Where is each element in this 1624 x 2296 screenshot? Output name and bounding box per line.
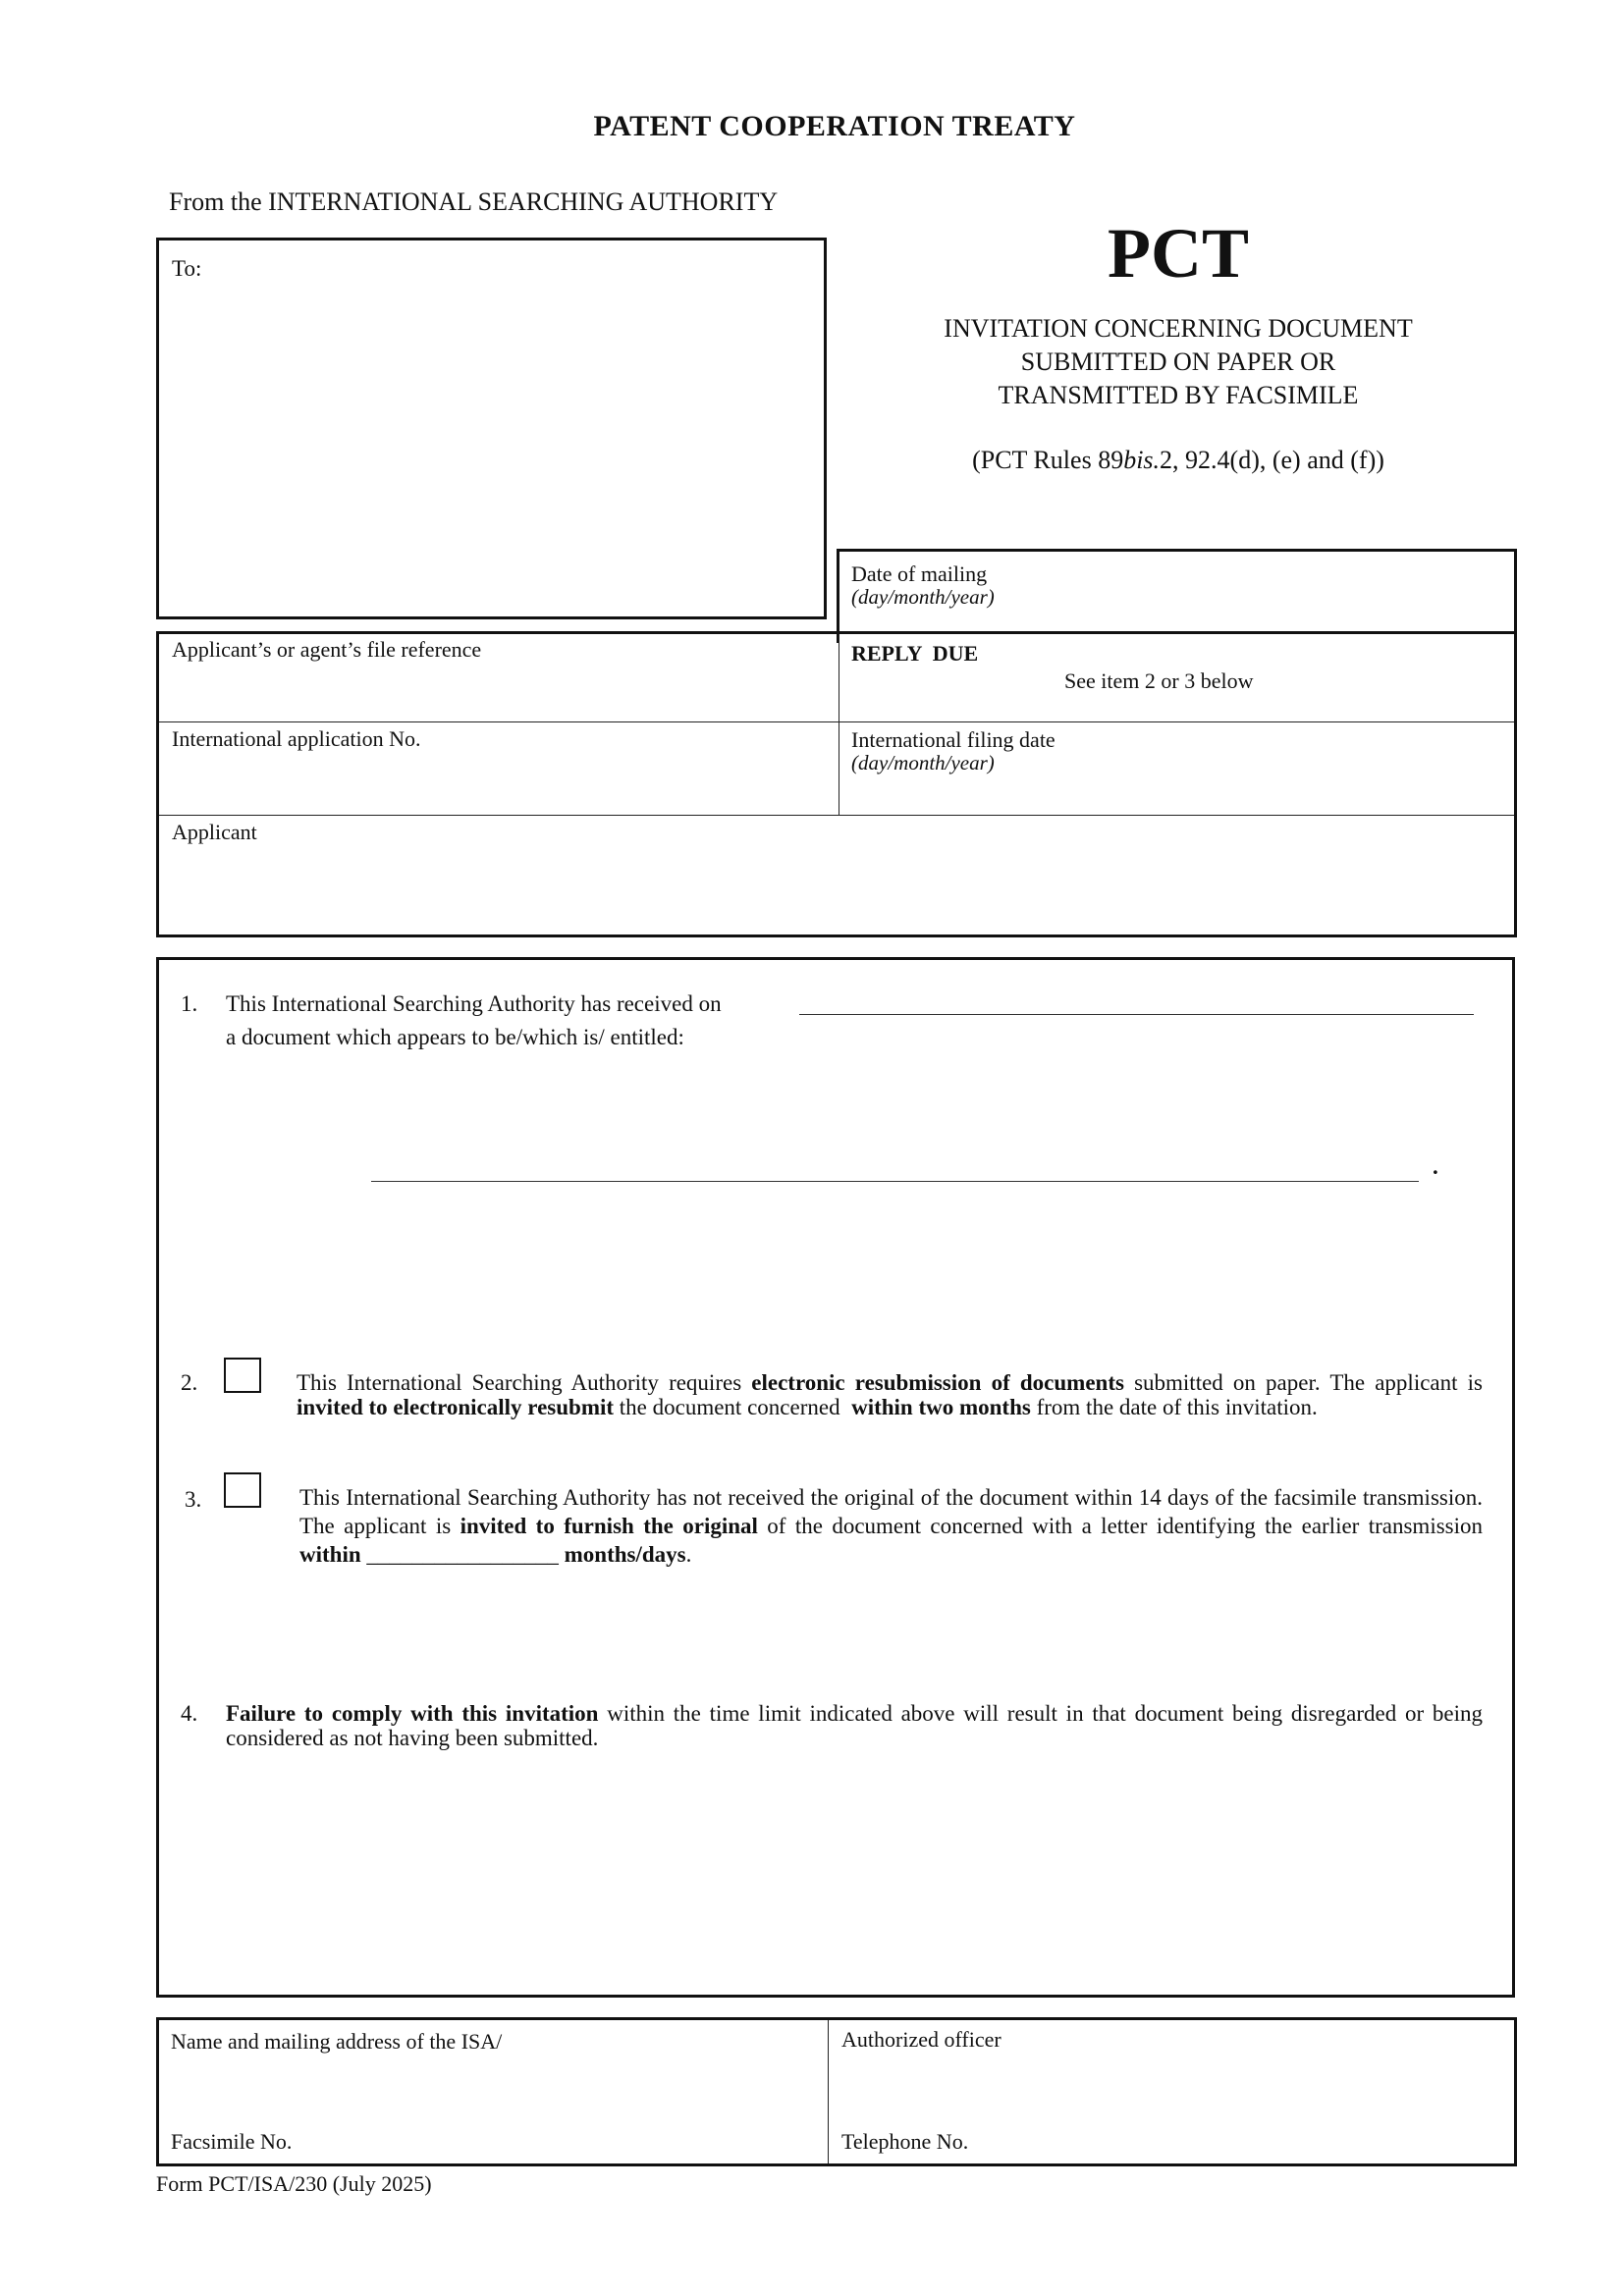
isa-address-label[interactable]: Name and mailing address of the ISA/ <box>171 2029 503 2054</box>
item-4-bold-part: Failure to comply with this invitation <box>226 1701 599 1726</box>
form-title <box>884 312 1473 412</box>
item-2-bold-part: electronic resubmission of documents <box>751 1370 1124 1395</box>
treaty-title: PATENT COOPERATION TREATY <box>593 110 1076 142</box>
item-1-text: This International Searching Authority has received on <box>226 991 722 1016</box>
item-2-text-part: the document concerned <box>614 1395 852 1419</box>
date-of-mailing-box[interactable] <box>837 549 1517 643</box>
item-3-bold-part: months/days <box>564 1542 686 1567</box>
item-4-text <box>226 1701 1483 1750</box>
date-of-mailing-format: (day/month/year) <box>851 585 995 609</box>
item-1-number: 1. <box>181 991 198 1016</box>
fields-table <box>156 631 1517 937</box>
item-2-checkbox[interactable] <box>224 1358 261 1393</box>
rules-prefix: (PCT Rules 89 <box>972 446 1124 474</box>
rules-italic: bis. <box>1123 446 1161 474</box>
facsimile-label[interactable]: Facsimile No. <box>171 2129 293 2154</box>
item-4-number: 4. <box>181 1701 198 1726</box>
table-divider <box>159 815 1514 816</box>
filing-date-label[interactable]: International filing date <box>851 727 1056 752</box>
item-2-text-part: This International Searching Authority requires <box>297 1370 752 1395</box>
pct-logo: PCT <box>1108 214 1249 293</box>
item-2-bold-part: invited to electronically resubmit <box>297 1395 615 1419</box>
authorized-officer-label[interactable]: Authorized officer <box>841 2027 1001 2052</box>
item-3-text-part: This International Searching Authority has not received the original of the document within 14 days of the facsimile transmission. The applicant is <box>299 1485 1483 1538</box>
telephone-label[interactable]: Telephone No. <box>841 2129 969 2154</box>
item-3-number: 3. <box>185 1487 202 1512</box>
item-1-period: . <box>1433 1154 1438 1179</box>
from-line: From the INTERNATIONAL SEARCHING AUTHORITY <box>169 187 779 216</box>
item-1-title-blank[interactable] <box>371 1181 1419 1182</box>
form-title-line: SUBMITTED ON PAPER OR <box>1020 347 1336 376</box>
item-3-checkbox[interactable] <box>224 1472 261 1508</box>
item-3-text-part: . <box>685 1542 692 1567</box>
item-2-number: 2. <box>181 1370 198 1395</box>
to-label: To: <box>172 256 202 281</box>
item-3-bold-part: invited to furnish the original <box>460 1514 758 1538</box>
form-id: Form PCT/ISA/230 (July 2025) <box>156 2171 432 2196</box>
item-1-date-blank[interactable] <box>799 1014 1474 1015</box>
items-box <box>156 957 1515 1998</box>
item-3-blank[interactable]: _________________ <box>360 1542 565 1567</box>
form-title-line: INVITATION CONCERNING DOCUMENT <box>944 314 1413 343</box>
applicant-label[interactable]: Applicant <box>172 820 257 844</box>
item-3-text <box>299 1483 1483 1569</box>
reply-due-label: REPLY DUE <box>851 641 979 666</box>
filing-date-format: (day/month/year) <box>851 751 995 774</box>
item-3-text-part: of the document concerned with a letter identifying the earlier transmission <box>757 1514 1483 1538</box>
table-divider <box>159 721 1514 722</box>
footer-box <box>156 2017 1517 2166</box>
form-title-line: TRANSMITTED BY FACSIMILE <box>998 381 1359 409</box>
item-2-text-part: from the date of this invitation. <box>1030 1395 1318 1419</box>
footer-divider <box>828 2020 829 2163</box>
item-2-bold-part: within two months <box>851 1395 1031 1419</box>
item-1-text-line2: a document which appears to be/which is/ entitled: <box>226 1025 684 1049</box>
item-4-text-part: within the time limit indicated above will result in that document being disregarded or being considered as not having been submitted. <box>226 1701 1483 1750</box>
item-2-text <box>297 1370 1483 1419</box>
reply-due-note: See item 2 or 3 below <box>1064 668 1254 693</box>
rules-suffix: 2, 92.4(d), (e) and (f)) <box>1160 446 1384 474</box>
item-3-bold-part: within <box>299 1542 361 1567</box>
application-number-label[interactable]: International application No. <box>172 726 421 751</box>
item-2-text-part: submitted on paper. The applicant is <box>1123 1370 1483 1395</box>
pct-rules <box>884 446 1473 475</box>
date-of-mailing-label: Date of mailing <box>851 561 988 586</box>
file-reference-label[interactable]: Applicant’s or agent’s file reference <box>172 637 482 662</box>
to-address-box[interactable] <box>156 238 827 619</box>
